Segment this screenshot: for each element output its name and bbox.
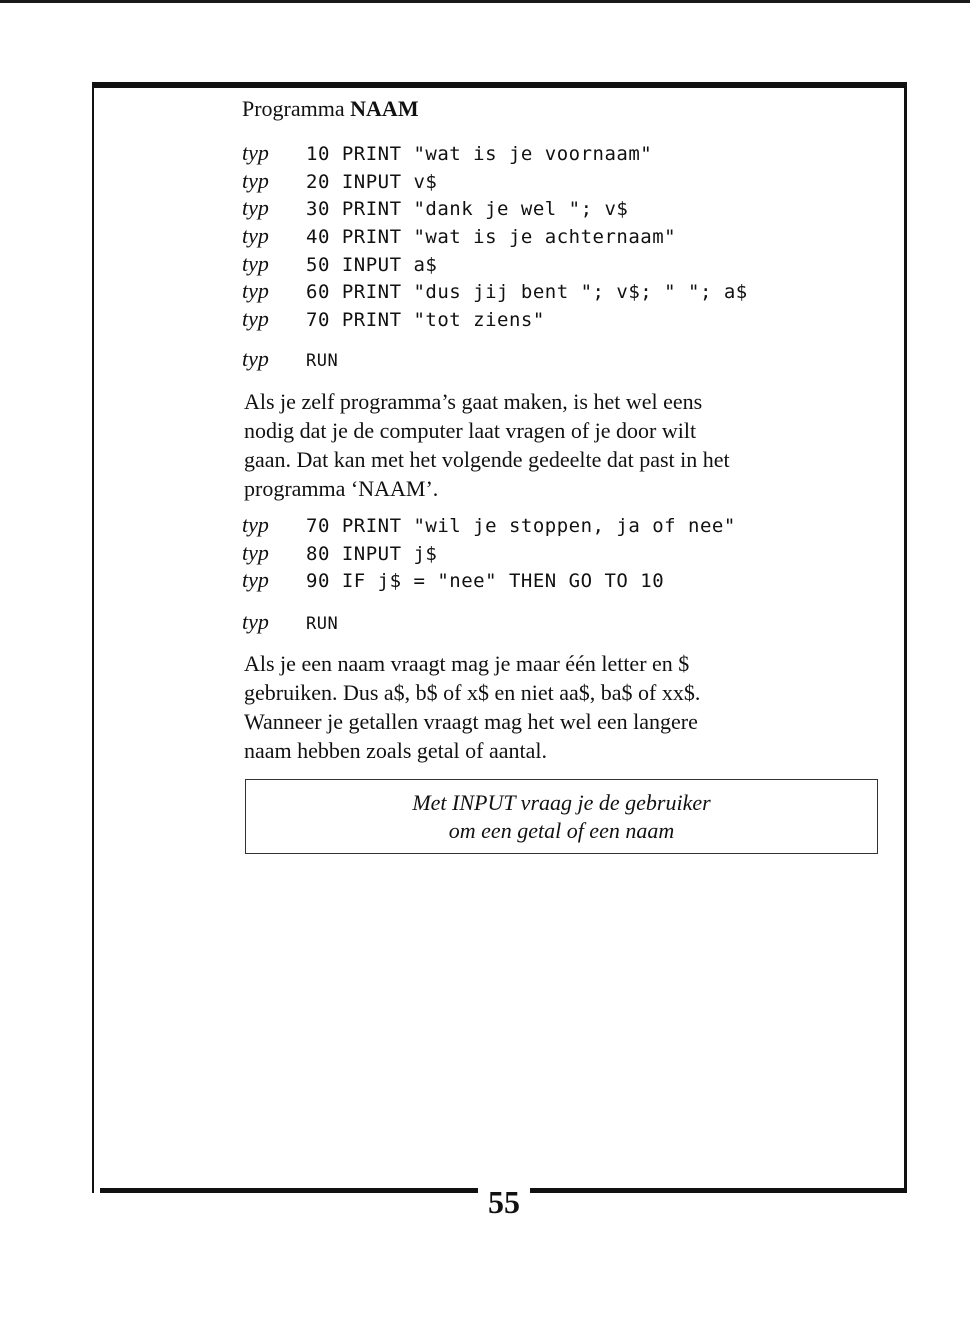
typ-label: typ [242, 278, 269, 303]
code-line [242, 278, 748, 306]
paragraph-line: Wanneer je getallen vraagt mag het wel een langere [244, 709, 698, 734]
typ-label: typ [242, 168, 269, 193]
paragraph-variable-names [244, 649, 869, 765]
typ-label: typ [242, 512, 269, 537]
typ-label: typ [242, 140, 269, 165]
code-text: 40 PRINT "wat is je achternaam" [306, 226, 677, 248]
code-line [242, 195, 628, 223]
typ-label: typ [242, 306, 269, 331]
page-number: 55 [488, 1184, 520, 1220]
typ-label: typ [242, 195, 269, 220]
scan-top-edge [0, 0, 970, 3]
note-line: om een getal of een naam [448, 818, 675, 843]
heading-prefix: Programma [242, 96, 345, 121]
typ-label: typ [242, 223, 269, 248]
code-text: 20 INPUT v$ [306, 171, 438, 193]
code-text: 70 PRINT "wil je stoppen, ja of nee" [306, 515, 736, 537]
paragraph-continue-question [244, 387, 869, 503]
paragraph-line: naam hebben zoals getal of aantal. [244, 738, 547, 763]
code-text: 70 PRINT "tot ziens" [306, 309, 545, 331]
code-text: 90 IF j$ = "nee" THEN GO TO 10 [306, 570, 665, 592]
code-line [242, 567, 664, 595]
code-text: 30 PRINT "dank je wel "; v$ [306, 198, 629, 220]
footer-rule-right [530, 1188, 907, 1193]
footer-rule-left [100, 1188, 478, 1193]
paragraph-line: Als je zelf programma’s gaat maken, is het wel eens [244, 389, 703, 414]
code-text: 10 PRINT "wat is je voornaam" [306, 143, 653, 165]
code-line [242, 168, 437, 196]
run-line [242, 346, 338, 374]
paragraph-line: programma ‘NAAM’. [244, 476, 439, 501]
paragraph-line: gaan. Dat kan met het volgende gedeelte dat past in het [244, 447, 730, 472]
input-note-box [245, 779, 878, 854]
typ-label: typ [242, 540, 269, 565]
heading-program-name: NAAM [350, 96, 419, 121]
code-text: 80 INPUT j$ [306, 543, 438, 565]
code-line [242, 223, 676, 251]
note-line: Met INPUT vraag je de gebruiker [412, 790, 711, 815]
code-line [242, 540, 437, 568]
code-line [242, 512, 736, 540]
code-line [242, 251, 437, 279]
run-line [242, 609, 338, 637]
code-line [242, 306, 545, 334]
code-line [242, 140, 652, 168]
typ-label: typ [242, 567, 269, 592]
code-text: 50 INPUT a$ [306, 254, 438, 276]
paragraph-line: nodig dat je de computer laat vragen of je door wilt [244, 418, 697, 443]
paragraph-line: Als je een naam vraagt mag je maar één letter en $ [244, 651, 690, 676]
run-command: RUN [306, 351, 339, 371]
typ-label: typ [242, 251, 269, 276]
typ-label: typ [242, 346, 269, 371]
typ-label: typ [242, 609, 269, 634]
program-heading [242, 96, 419, 122]
run-command: RUN [306, 614, 339, 634]
paragraph-line: gebruiken. Dus a$, b$ of x$ en niet aa$, ba$ of xx$. [244, 680, 701, 705]
code-text: 60 PRINT "dus jij bent "; v$; " "; a$ [306, 281, 748, 303]
